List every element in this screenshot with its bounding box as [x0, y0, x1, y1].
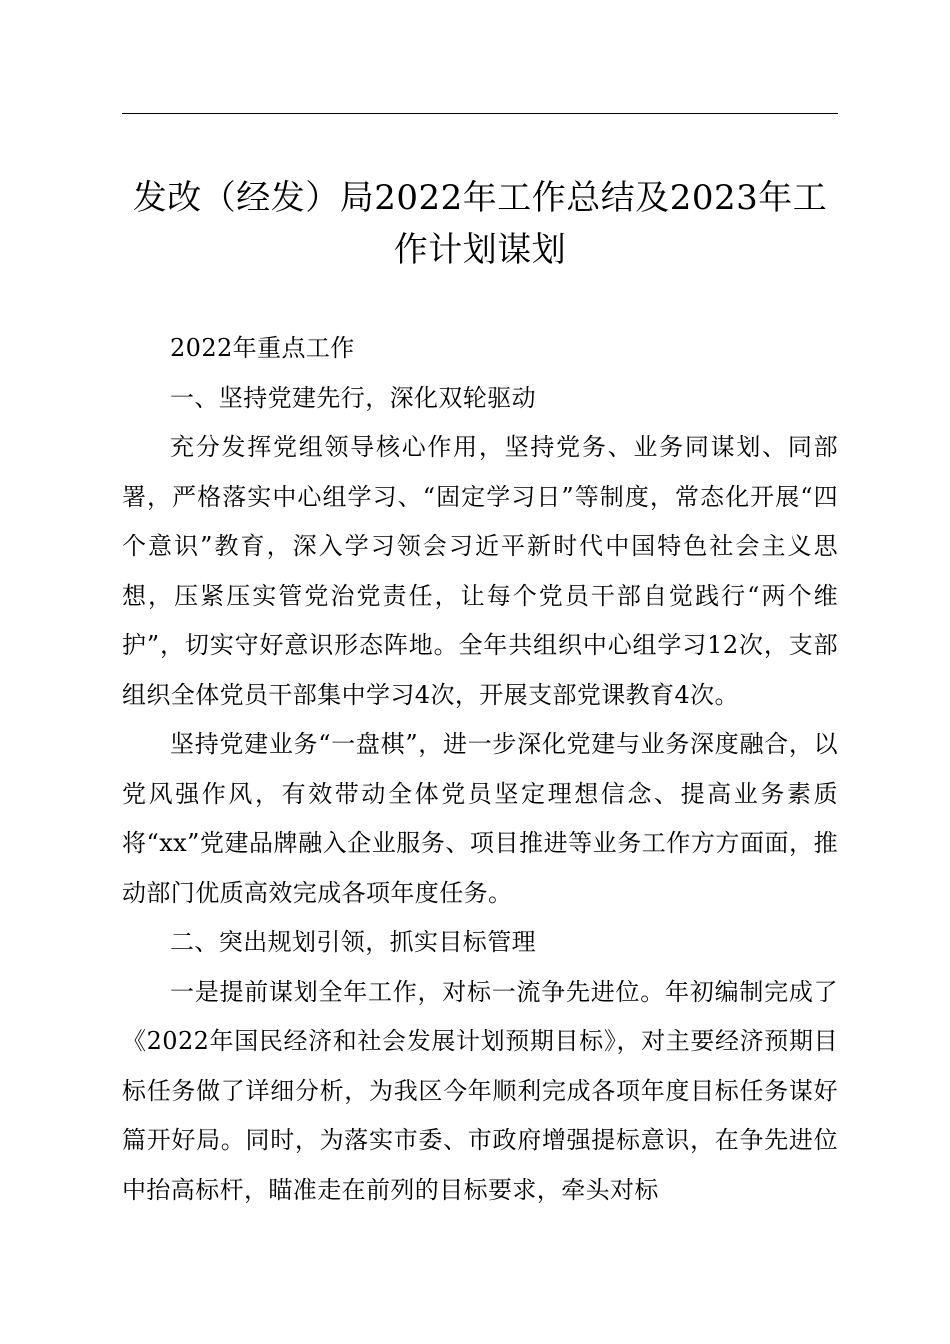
header-rule [122, 113, 838, 114]
document-body [122, 324, 838, 1215]
body-paragraph: 一是提前谋划全年工作，对标一流争先进位。年初编制完成了《2022年国民经济和社会发展计划预期目标》，对主要经济预期目标任务做了详细分析，为我区今年顺利完成各项年度目标任务谋好篇开好局。同时，为落实市委、市政府增强提标意识，在争先进位中抬高标杆，瞄准走在前列的目标要求，牵头对标 [122, 977, 838, 1204]
body-paragraph: 充分发挥党组领导核心作用，坚持党务、业务同谋划、同部署，严格落实中心组学习、“固定学习日”等制度，常态化开展“四个意识”教育，深入学习领会习近平新时代中国特色社会主义思想，压紧压实管党治党责任，让每个党员干部自觉践行“两个维护”，切实守好意识形态阵地。全年共组织中心组学习12次，支部组织全体党员干部集中学习4次，开展支部党课教育4次。 [122, 433, 838, 709]
section-heading-1: 一、坚持党建先行，深化双轮驱动 [170, 383, 536, 412]
section-heading-2: 二、突出规划引领，抓实目标管理 [170, 928, 536, 956]
section-heading-2022: 2022年重点工作 [170, 334, 355, 362]
body-paragraph: 坚持党建业务“一盘棋”，进一步深化党建与业务深度融合，以党风强作风，有效带动全体党员坚定理想信念、提高业务素质将“xx”党建品牌融入企业服务、项目推进等业务工作方方面面，推动部门优质高效完成各项年度任务。 [122, 730, 838, 907]
document-title: 发改（经发）局2022年工作总结及2023年工作计划谋划 [132, 178, 828, 270]
